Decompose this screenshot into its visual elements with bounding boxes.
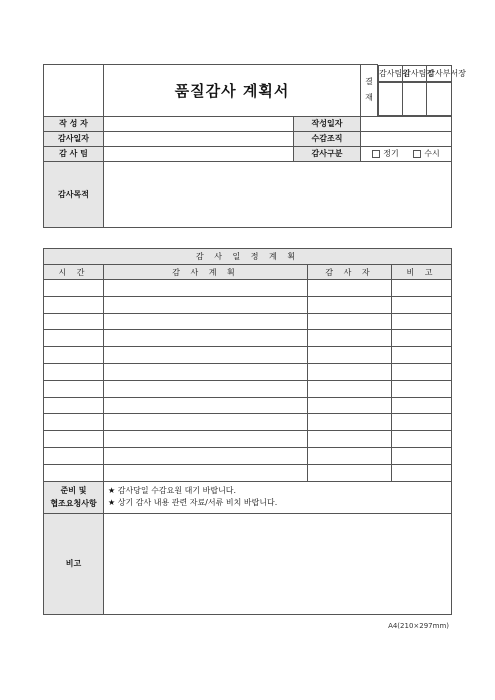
schedule-row <box>44 397 452 414</box>
remarks-field[interactable] <box>104 513 452 614</box>
time-cell[interactable] <box>44 280 104 297</box>
remark-cell[interactable] <box>392 330 452 347</box>
audit-date-label: 감사일자 <box>44 131 104 146</box>
schedule-row <box>44 296 452 313</box>
prep-notes <box>104 481 452 513</box>
plan-cell[interactable] <box>104 296 308 313</box>
schedule-rows <box>44 280 452 482</box>
plan-cell[interactable] <box>104 414 308 431</box>
auditor-cell[interactable] <box>308 380 392 397</box>
time-cell[interactable] <box>44 347 104 364</box>
remark-cell[interactable] <box>392 313 452 330</box>
blank-corner-cell <box>44 65 104 117</box>
remark-cell[interactable] <box>392 380 452 397</box>
plan-cell[interactable] <box>104 280 308 297</box>
plan-cell[interactable] <box>104 431 308 448</box>
sign-box-member[interactable] <box>379 82 403 115</box>
sign-box-leader[interactable] <box>403 82 427 115</box>
approval-sign-table <box>378 82 452 116</box>
remark-cell[interactable] <box>392 296 452 313</box>
purpose-label: 감사목적 <box>44 161 104 227</box>
time-cell[interactable] <box>44 296 104 313</box>
auditor-cell[interactable] <box>308 414 392 431</box>
time-cell[interactable] <box>44 397 104 414</box>
time-cell[interactable] <box>44 330 104 347</box>
auditor-cell[interactable] <box>308 330 392 347</box>
schedule-row <box>44 414 452 431</box>
approval-sign-wrap <box>378 82 452 117</box>
option-adhoc[interactable] <box>413 148 439 159</box>
remark-cell[interactable] <box>392 397 452 414</box>
auditor-cell[interactable] <box>308 447 392 464</box>
approval-col-leader: 감사팀장 <box>403 65 427 81</box>
auditor-cell[interactable] <box>308 431 392 448</box>
plan-cell[interactable] <box>104 447 308 464</box>
audit-team-field[interactable] <box>104 146 294 161</box>
remark-cell[interactable] <box>392 347 452 364</box>
auditor-cell[interactable] <box>308 347 392 364</box>
remark-cell[interactable] <box>392 414 452 431</box>
audit-date-field[interactable] <box>104 131 294 146</box>
checkbox-icon[interactable] <box>372 150 380 158</box>
remark-cell[interactable] <box>392 363 452 380</box>
time-cell[interactable] <box>44 380 104 397</box>
schedule-section <box>43 248 452 615</box>
paper-size-note: A4(210×297mm) <box>388 622 449 630</box>
auditor-cell[interactable] <box>308 363 392 380</box>
time-cell[interactable] <box>44 414 104 431</box>
schedule-row <box>44 313 452 330</box>
author-label: 작 성 자 <box>44 116 104 131</box>
approval-col-member: 감사팀원 <box>379 65 403 81</box>
option-adhoc-label: 수시 <box>424 149 440 158</box>
auditor-cell[interactable] <box>308 313 392 330</box>
approval-label-bottom: 재 <box>365 93 373 103</box>
plan-cell[interactable] <box>104 397 308 414</box>
approval-col-head: 감사부서장 <box>427 65 451 81</box>
prep-label-line2: 협조요청사항 <box>50 499 97 509</box>
auditor-cell[interactable] <box>308 296 392 313</box>
plan-cell[interactable] <box>104 313 308 330</box>
header-section <box>43 64 466 228</box>
col-remark: 비 고 <box>392 265 452 280</box>
schedule-row <box>44 280 452 297</box>
auditor-cell[interactable] <box>308 280 392 297</box>
audited-org-label: 수감조직 <box>294 131 361 146</box>
remark-cell[interactable] <box>392 447 452 464</box>
schedule-row <box>44 347 452 364</box>
time-cell[interactable] <box>44 363 104 380</box>
audit-team-label: 감 사 팀 <box>44 146 104 161</box>
approval-table <box>378 65 466 82</box>
schedule-table <box>43 248 452 615</box>
time-cell[interactable] <box>44 464 104 481</box>
schedule-row <box>44 464 452 481</box>
approval-label-top: 결 <box>365 77 373 87</box>
audit-type-label: 감사구분 <box>294 146 361 161</box>
plan-cell[interactable] <box>104 464 308 481</box>
prep-note-1: ★ 감사당일 수감요원 대기 바랍니다. <box>108 486 237 496</box>
time-cell[interactable] <box>44 447 104 464</box>
schedule-title: 감 사 일 정 계 획 <box>44 249 452 265</box>
header-table <box>43 64 466 228</box>
remark-cell[interactable] <box>392 431 452 448</box>
plan-cell[interactable] <box>104 330 308 347</box>
schedule-row <box>44 431 452 448</box>
author-field[interactable] <box>104 116 294 131</box>
schedule-row <box>44 330 452 347</box>
audited-org-field[interactable] <box>361 131 452 146</box>
approval-header-wrap <box>378 65 466 82</box>
plan-cell[interactable] <box>104 347 308 364</box>
schedule-row <box>44 447 452 464</box>
written-date-field[interactable] <box>361 116 452 131</box>
remarks-label: 비고 <box>44 513 104 614</box>
col-auditor: 감 사 자 <box>308 265 392 280</box>
col-time: 시 간 <box>44 265 104 280</box>
prep-label-line1: 준비 및 <box>60 486 87 496</box>
time-cell[interactable] <box>44 431 104 448</box>
sign-box-head[interactable] <box>427 82 451 115</box>
remark-cell[interactable] <box>392 464 452 481</box>
prep-label <box>44 481 104 513</box>
option-regular-label: 정기 <box>383 149 399 158</box>
plan-cell[interactable] <box>104 363 308 380</box>
checkbox-icon[interactable] <box>413 150 421 158</box>
purpose-field[interactable] <box>104 161 452 227</box>
schedule-row <box>44 380 452 397</box>
audit-type-options <box>361 146 452 161</box>
written-date-label: 작성일자 <box>294 116 361 131</box>
approval-label <box>361 65 378 117</box>
auditor-cell[interactable] <box>308 397 392 414</box>
col-plan: 감 사 계 획 <box>104 265 308 280</box>
schedule-header-row <box>44 265 452 280</box>
auditor-cell[interactable] <box>308 464 392 481</box>
time-cell[interactable] <box>44 313 104 330</box>
remark-cell[interactable] <box>392 280 452 297</box>
option-regular[interactable] <box>372 148 398 159</box>
plan-cell[interactable] <box>104 380 308 397</box>
schedule-row <box>44 363 452 380</box>
prep-note-2: ★ 상기 감사 내용 관련 자료/서류 비치 바랍니다. <box>108 498 278 508</box>
document-title: 품질감사 계획서 <box>104 65 361 117</box>
